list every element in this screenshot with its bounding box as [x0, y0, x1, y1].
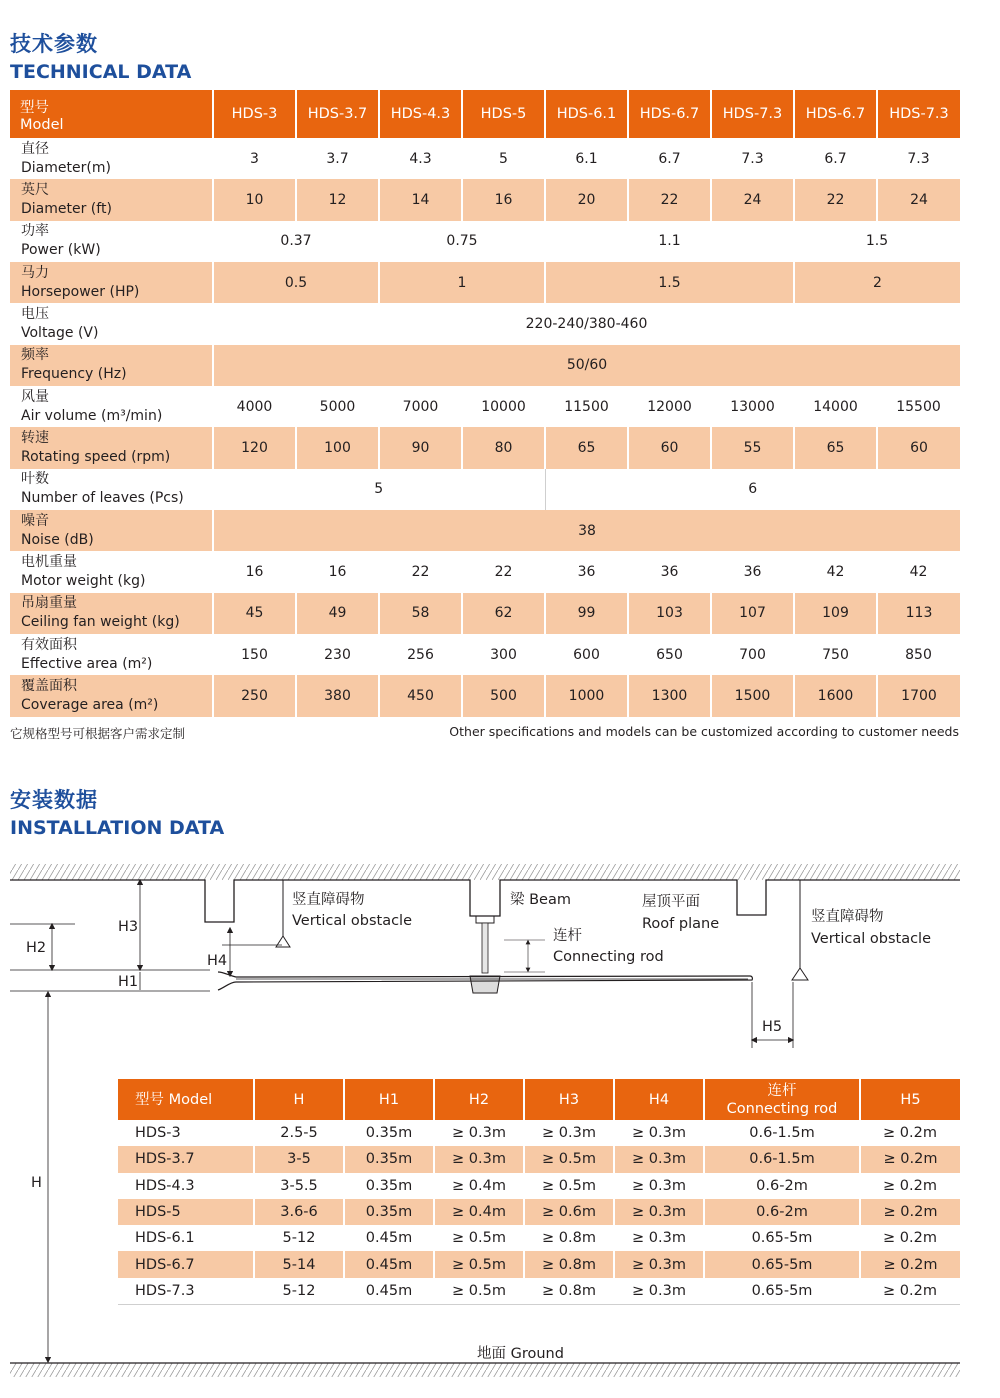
spec-row: [10, 345, 960, 386]
spec-value: 5: [213, 469, 545, 510]
spec-label-cn: 吊扇重量: [21, 595, 77, 612]
spec-value: 450: [379, 675, 462, 716]
spec-value: 11500: [545, 386, 628, 427]
spec-value: 6.7: [794, 138, 877, 179]
install-cell: ≥ 0.2m: [883, 1177, 937, 1194]
spec-value: 0.37: [213, 221, 379, 262]
spec-value: 113: [877, 593, 960, 634]
spec-value: 20: [545, 179, 628, 220]
obstacle-right-en: Vertical obstacle: [811, 931, 932, 947]
spec-value: 55: [711, 427, 794, 468]
spec-value: 65: [794, 427, 877, 468]
spec-label-en: Horsepower (HP): [21, 283, 140, 300]
install-cell: HDS-6.1: [135, 1230, 195, 1247]
spec-value: 256: [379, 634, 462, 675]
spec-value: 103: [628, 593, 711, 634]
spec-label: [10, 179, 213, 220]
spec-value: 2: [794, 262, 960, 303]
h1-label: H1: [118, 974, 139, 990]
install-cell: 0.6-1.5m: [704, 1146, 860, 1172]
install-cell: 2.5-5: [280, 1125, 318, 1142]
spec-value: 24: [711, 179, 794, 220]
spec-value: 700: [711, 634, 794, 675]
spec-value: 380: [296, 675, 379, 716]
obstacle-right-cn: 竖直障碍物: [811, 909, 884, 925]
install-cell: 0.35m: [365, 1177, 413, 1194]
install-cell: ≥ 0.2m: [860, 1251, 960, 1277]
spec-label-en: Power (kW): [21, 242, 101, 259]
h5-label: H5: [762, 1019, 783, 1035]
spec-label-en: Rotating speed (rpm): [21, 449, 171, 466]
rod-label-cn: 连杆: [553, 928, 582, 944]
spec-row: [10, 138, 960, 179]
spec-row: [10, 386, 960, 427]
spec-value: 220-240/380-460: [213, 303, 960, 344]
spec-label-en: Number of leaves (Pcs): [21, 490, 184, 507]
spec-label-cn: 转速: [21, 430, 49, 447]
spec-label: [10, 427, 213, 468]
spec-value: 60: [877, 427, 960, 468]
install-cell: ≥ 0.3m: [434, 1146, 524, 1172]
spec-value: 7000: [379, 386, 462, 427]
install-cell: ≥ 0.3m: [614, 1199, 704, 1225]
spec-value: 1.1: [545, 221, 794, 262]
spec-value: 600: [545, 634, 628, 675]
spec-label-cn: 电压: [21, 306, 49, 323]
spec-value: 14: [379, 179, 462, 220]
model-column-header: HDS-6.1: [545, 90, 628, 138]
model-column-header: HDS-7.3: [877, 90, 960, 138]
install-column-header: H5: [860, 1079, 960, 1120]
install-column-header: 型号 Model: [118, 1079, 254, 1120]
spec-value: 60: [628, 427, 711, 468]
spec-value: 1700: [877, 675, 960, 716]
spec-value: 250: [213, 675, 296, 716]
install-cell: 0.6-2m: [704, 1199, 860, 1225]
spec-value: 38: [213, 510, 960, 551]
spec-value: 22: [379, 551, 462, 592]
spec-label-en: Air volume (m³/min): [21, 407, 163, 424]
spec-value: 80: [462, 427, 545, 468]
install-cell: ≥ 0.2m: [883, 1125, 937, 1142]
installation-data-table: [118, 1079, 960, 1305]
spec-value: 65: [545, 427, 628, 468]
spec-label: [10, 593, 213, 634]
spec-value: 1: [379, 262, 545, 303]
roof-label-cn: 屋顶平面: [642, 894, 700, 910]
spec-label: [10, 551, 213, 592]
spec-value: 90: [379, 427, 462, 468]
install-cell: 5-12: [282, 1230, 316, 1247]
rod-label-en: Connecting rod: [553, 949, 664, 965]
install-cell: 0.45m: [344, 1251, 434, 1277]
spec-value: 42: [794, 551, 877, 592]
install-cell: 0.6-2m: [756, 1177, 808, 1194]
spec-label: [10, 221, 213, 262]
install-cell: ≥ 0.3m: [614, 1251, 704, 1277]
spec-value: 1500: [711, 675, 794, 716]
spec-value: 5000: [296, 386, 379, 427]
spec-value: 6.7: [628, 138, 711, 179]
spec-value: 36: [545, 551, 628, 592]
model-column-header: HDS-6.7: [628, 90, 711, 138]
install-cell: HDS-3.7: [118, 1146, 254, 1172]
install-cell: ≥ 0.3m: [632, 1125, 686, 1142]
spec-label-cn: 覆盖面积: [21, 678, 77, 695]
spec-row: [10, 551, 960, 592]
technical-table-body: [10, 138, 960, 717]
install-cell: HDS-3: [135, 1125, 181, 1142]
spec-value: 16: [462, 179, 545, 220]
spec-value: 230: [296, 634, 379, 675]
install-column-header: 连杆 Connecting rod: [704, 1079, 860, 1120]
install-column-header: H2: [434, 1079, 524, 1120]
install-cell: 0.65-5m: [704, 1251, 860, 1277]
spec-value: 7.3: [877, 138, 960, 179]
spec-value: 10000: [462, 386, 545, 427]
install-cell: 5-14: [254, 1251, 344, 1277]
spec-label-en: Motor weight (kg): [21, 573, 146, 590]
install-cell: ≥ 0.2m: [860, 1199, 960, 1225]
spec-value: 50/60: [213, 345, 960, 386]
spec-value: 1.5: [794, 221, 960, 262]
spec-label: [10, 634, 213, 675]
install-cell: ≥ 0.5m: [434, 1278, 524, 1305]
install-column-header: H1: [344, 1079, 434, 1120]
spec-label-en: Diameter (ft): [21, 201, 112, 218]
installation-title-cn: 安装数据: [10, 788, 98, 812]
install-cell: ≥ 0.5m: [542, 1177, 596, 1194]
custom-note-cn: 它规格型号可根据客户需求定制: [10, 726, 186, 741]
model-column-header: HDS-3: [213, 90, 296, 138]
spec-label-cn: 英尺: [21, 182, 49, 199]
install-cell: ≥ 0.4m: [452, 1177, 506, 1194]
spec-value: 1.5: [545, 262, 794, 303]
install-row: [118, 1199, 960, 1225]
spec-label-cn: 叶数: [21, 471, 49, 488]
install-cell: HDS-6.7: [118, 1251, 254, 1277]
spec-value: 24: [877, 179, 960, 220]
spec-value: 3.7: [296, 138, 379, 179]
spec-label: [10, 262, 213, 303]
spec-value: 650: [628, 634, 711, 675]
install-cell: ≥ 0.3m: [614, 1278, 704, 1305]
spec-label-en: Frequency (Hz): [21, 366, 127, 383]
install-cell: 0.35m: [344, 1146, 434, 1172]
install-cell: ≥ 0.8m: [542, 1230, 596, 1247]
install-cell: ≥ 0.4m: [434, 1199, 524, 1225]
spec-label-en: Effective area (m²): [21, 655, 153, 672]
install-cell: ≥ 0.8m: [524, 1278, 614, 1305]
spec-value: 10: [213, 179, 296, 220]
h-label: H: [31, 1175, 42, 1191]
ceiling-hatch: [10, 864, 960, 880]
install-cell: ≥ 0.3m: [542, 1125, 596, 1142]
spec-value: 49: [296, 593, 379, 634]
spec-row: [10, 510, 960, 551]
install-cell: ≥ 0.3m: [632, 1177, 686, 1194]
install-row: [118, 1225, 960, 1251]
spec-value: 109: [794, 593, 877, 634]
spec-label-cn: 直径: [21, 140, 49, 157]
spec-label-en: Noise (dB): [21, 531, 94, 548]
install-cell: 0.45m: [344, 1278, 434, 1305]
spec-value: 7.3: [711, 138, 794, 179]
install-cell: ≥ 0.2m: [883, 1230, 937, 1247]
spec-label-cn: 电机重量: [21, 554, 77, 571]
spec-row: [10, 427, 960, 468]
spec-value: 4.3: [379, 138, 462, 179]
spec-value: 22: [462, 551, 545, 592]
connecting-rod: [482, 923, 488, 973]
spec-row: [10, 262, 960, 303]
spec-value: 12: [296, 179, 379, 220]
spec-label: [10, 386, 213, 427]
install-cell: ≥ 0.3m: [452, 1125, 506, 1142]
install-cell: ≥ 0.3m: [614, 1146, 704, 1172]
install-cell: 0.65-5m: [751, 1230, 813, 1247]
spec-value: 13000: [711, 386, 794, 427]
spec-value: 750: [794, 634, 877, 675]
spec-row: [10, 593, 960, 634]
beam-label: 梁 Beam: [510, 892, 571, 908]
h3-label: H3: [118, 919, 139, 935]
spec-value: 1300: [628, 675, 711, 716]
spec-value: 16: [213, 551, 296, 592]
spec-value: 100: [296, 427, 379, 468]
spec-value: 3: [213, 138, 296, 179]
install-column-header: H4: [614, 1079, 704, 1120]
install-row: [118, 1278, 960, 1305]
spec-value: 4000: [213, 386, 296, 427]
spec-value: 6.1: [545, 138, 628, 179]
obstacle-lamp-right: [792, 968, 808, 980]
install-cell: ≥ 0.5m: [452, 1230, 506, 1247]
custom-note-en: Other specifications and models can be customized according to customer needs: [449, 724, 959, 739]
install-row: [118, 1146, 960, 1172]
h2-label: H2: [26, 940, 47, 956]
spec-value: 1000: [545, 675, 628, 716]
spec-row: [10, 675, 960, 716]
spec-row: [10, 179, 960, 220]
install-row: [118, 1251, 960, 1277]
model-header-en: Model: [20, 116, 64, 133]
spec-label: [10, 303, 213, 344]
installation-table-body: [118, 1120, 960, 1305]
spec-value: 99: [545, 593, 628, 634]
install-cell: ≥ 0.8m: [524, 1251, 614, 1277]
install-row: [118, 1120, 960, 1146]
spec-label-cn: 频率: [21, 347, 49, 364]
install-cell: 0.65-5m: [704, 1278, 860, 1305]
obstacle-left-en: Vertical obstacle: [292, 913, 413, 929]
install-cell: 5-12: [254, 1278, 344, 1305]
spec-label: [10, 469, 213, 510]
fan-hub: [470, 976, 500, 993]
spec-value: 0.75: [379, 221, 545, 262]
spec-label-en: Voltage (V): [21, 325, 99, 342]
spec-label-cn: 有效面积: [21, 636, 77, 653]
install-cell: 0.35m: [344, 1199, 434, 1225]
install-column-header: H: [254, 1079, 344, 1120]
spec-label-en: Coverage area (m²): [21, 697, 159, 714]
technical-data-table: [10, 90, 960, 717]
spec-value: 42: [877, 551, 960, 592]
model-header-cn: 型号: [20, 99, 49, 116]
spec-label: [10, 138, 213, 179]
spec-value: 0.5: [213, 262, 379, 303]
install-cell: ≥ 0.5m: [434, 1251, 524, 1277]
spec-row: [10, 634, 960, 675]
install-row: [118, 1173, 960, 1199]
spec-value: 22: [794, 179, 877, 220]
installation-header-row: [118, 1079, 960, 1120]
install-cell: HDS-4.3: [135, 1177, 195, 1194]
install-cell: HDS-5: [118, 1199, 254, 1225]
install-cell: ≥ 0.3m: [632, 1230, 686, 1247]
spec-value: 500: [462, 675, 545, 716]
spec-row: [10, 469, 960, 510]
model-header: [10, 90, 213, 138]
h4-label: H4: [207, 953, 228, 969]
roof-label-en: Roof plane: [642, 916, 720, 932]
spec-label-cn: 噪音: [21, 512, 49, 529]
install-cell: 3.6-6: [254, 1199, 344, 1225]
spec-row: [10, 303, 960, 344]
spec-value: 107: [711, 593, 794, 634]
spec-label-cn: 马力: [21, 264, 49, 281]
spec-label-en: Ceiling fan weight (kg): [21, 614, 180, 631]
spec-label: [10, 675, 213, 716]
ground-hatch: [10, 1363, 960, 1377]
spec-value: 16: [296, 551, 379, 592]
technical-title-cn: 技术参数: [10, 32, 98, 56]
ground-label: 地面 Ground: [477, 1346, 564, 1362]
spec-label-en: Diameter(m): [21, 159, 111, 176]
model-column-header: HDS-3.7: [296, 90, 379, 138]
spec-label-cn: 风量: [21, 388, 49, 405]
model-column-header: HDS-7.3: [711, 90, 794, 138]
spec-value: 36: [711, 551, 794, 592]
spec-value: 62: [462, 593, 545, 634]
spec-value: 1600: [794, 675, 877, 716]
install-column-header: H3: [524, 1079, 614, 1120]
spec-value: 6: [545, 469, 960, 510]
model-column-header: HDS-5: [462, 90, 545, 138]
spec-value: 5: [462, 138, 545, 179]
spec-value: 14000: [794, 386, 877, 427]
spec-label-cn: 功率: [21, 223, 49, 240]
install-cell: 0.45m: [365, 1230, 413, 1247]
spec-value: 12000: [628, 386, 711, 427]
spec-value: 15500: [877, 386, 960, 427]
install-cell: 3-5: [254, 1146, 344, 1172]
spec-value: 22: [628, 179, 711, 220]
spec-value: 45: [213, 593, 296, 634]
install-cell: ≥ 0.2m: [860, 1278, 960, 1305]
spec-row: [10, 221, 960, 262]
model-column-header: HDS-6.7: [794, 90, 877, 138]
spec-value: 36: [628, 551, 711, 592]
install-cell: 0.35m: [365, 1125, 413, 1142]
spec-value: 58: [379, 593, 462, 634]
install-cell: HDS-7.3: [118, 1278, 254, 1305]
spec-value: 300: [462, 634, 545, 675]
spec-value: 150: [213, 634, 296, 675]
technical-header-row: [10, 90, 960, 138]
spec-value: 120: [213, 427, 296, 468]
install-cell: ≥ 0.2m: [860, 1146, 960, 1172]
install-cell: 3-5.5: [280, 1177, 318, 1194]
install-cell: ≥ 0.5m: [524, 1146, 614, 1172]
installation-title-en: INSTALLATION DATA: [10, 817, 225, 839]
spec-label: [10, 510, 213, 551]
obstacle-left-cn: 竖直障碍物: [292, 892, 365, 908]
technical-title-en: TECHNICAL DATA: [10, 61, 192, 83]
install-cell: ≥ 0.6m: [524, 1199, 614, 1225]
spec-value: 850: [877, 634, 960, 675]
install-cell: 0.6-1.5m: [749, 1125, 815, 1142]
spec-label: [10, 345, 213, 386]
model-column-header: HDS-4.3: [379, 90, 462, 138]
